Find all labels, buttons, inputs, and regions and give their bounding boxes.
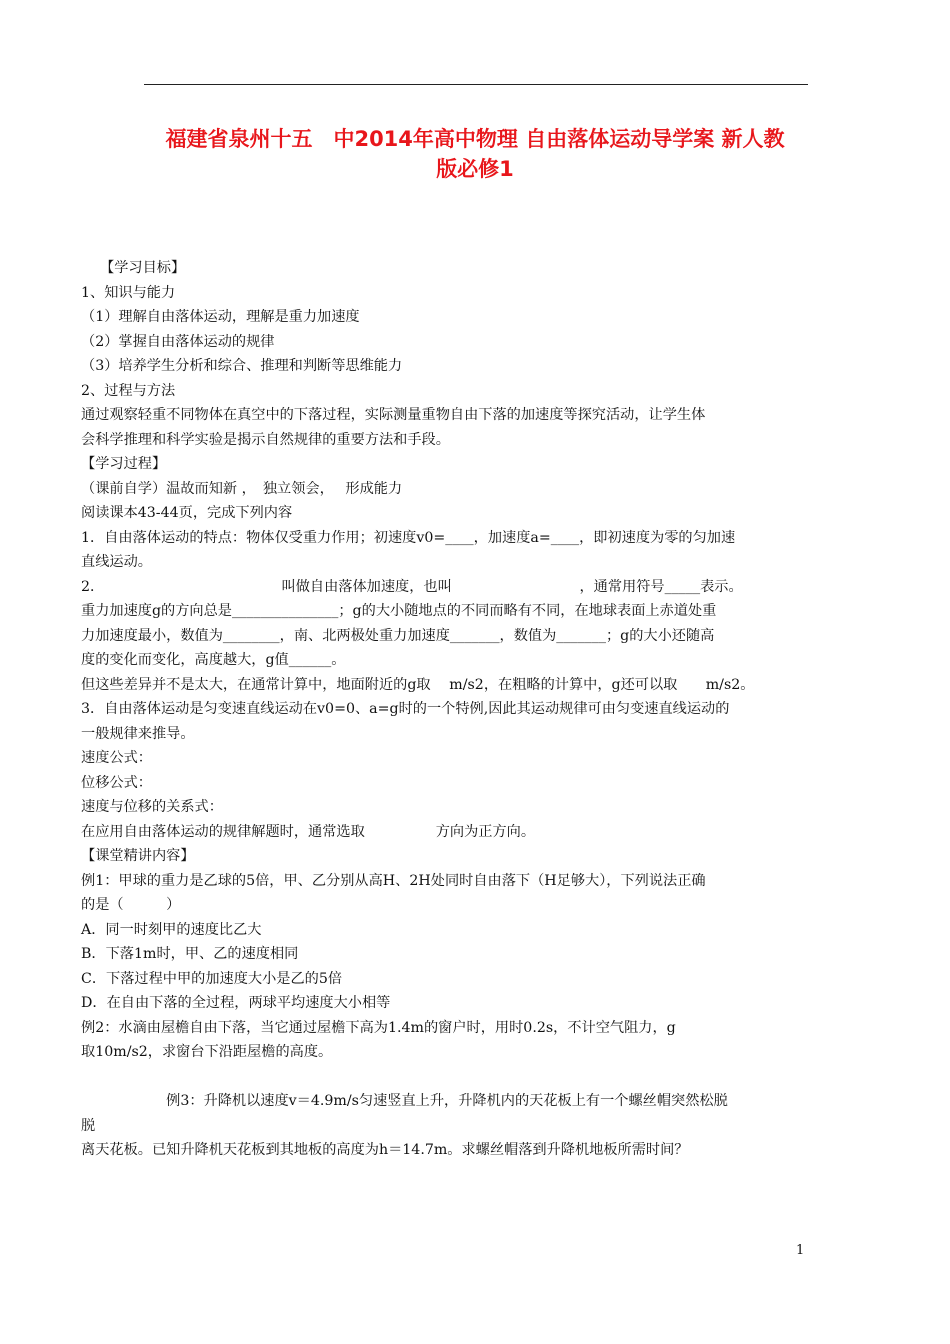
document-body bbox=[81, 256, 881, 1163]
text-line: （课前自学）温故而知新 ， 独立领会， 形成能力 bbox=[81, 480, 403, 497]
example-3-line: 离天花板。已知升降机天花板到其地板的高度为h＝14.7m。求螺丝帽落到升降机地板所需时间？ bbox=[81, 1142, 689, 1158]
question-line: 重力加速度g的方向总是_______________；g的大小随地点的不同而略有不同，在地球表面上赤道处重 bbox=[81, 603, 717, 619]
example-3-line: 脱 bbox=[81, 1117, 96, 1134]
example-3-line: 例3：升降机以速度v＝4.9m/s匀速竖直上升，升降机内的天花板上有一个螺丝帽突然松脱 bbox=[81, 1093, 728, 1109]
formula-label-velocity: 速度公式： bbox=[81, 750, 152, 766]
section-heading-process: 【学习过程】 bbox=[81, 456, 167, 472]
text-line: （1）理解自由落体运动，理解是重力加速度 bbox=[81, 309, 360, 325]
question-line: 一般规律来推导。 bbox=[81, 725, 195, 742]
page-number: 1 bbox=[796, 1243, 805, 1258]
question-line: 直线运动。 bbox=[81, 554, 152, 570]
header-rule bbox=[144, 84, 808, 85]
text-line: （2）掌握自由落体运动的规律 bbox=[81, 333, 275, 350]
doc-title-line2: 版必修1 bbox=[436, 157, 514, 181]
text-line: 通过观察轻重不同物体在真空中的下落过程，实际测量重物自由下落的加速度等探究活动，让学生体 bbox=[81, 407, 706, 423]
section-heading-objectives: 【学习目标】 bbox=[100, 260, 186, 276]
section-heading-lecture: 【课堂精讲内容】 bbox=[81, 848, 195, 864]
example-2-line: 取10m/s2，求窗台下沿距屋檐的高度。 bbox=[81, 1044, 333, 1060]
text-line: 1、知识与能力 bbox=[81, 284, 176, 301]
text-line: 会科学推理和科学实验是揭示自然规律的重要方法和手段。 bbox=[81, 431, 450, 448]
formula-label-relation: 速度与位移的关系式： bbox=[81, 799, 223, 815]
example-1-line: 例1：甲球的重力是乙球的5倍，甲、乙分别从高H、2H处同时自由落下（H足够大），下列说法正确 bbox=[81, 872, 706, 889]
option-a: A．同一时刻甲的速度比乙大 bbox=[81, 921, 262, 938]
question-line: 2． 叫做自由落体加速度，也叫 ，通常用符号_____表示。 bbox=[81, 578, 743, 595]
formula-label-displacement: 位移公式： bbox=[81, 774, 152, 791]
text-line: （3）培养学生分析和综合、推理和判断等思维能力 bbox=[81, 358, 403, 374]
example-1-line: 的是（ ） bbox=[81, 897, 181, 913]
doc-title-line1: 福建省泉州十五 中2014年高中物理 自由落体运动导学案 新人教 bbox=[165, 127, 785, 151]
option-b: B．下落1m时，甲、乙的速度相同 bbox=[81, 946, 299, 962]
text-line: 阅读课本43-44页，完成下列内容 bbox=[81, 505, 293, 521]
question-line: 力加速度最小，数值为________，南、北两极处重力加速度_______，数值为_______；g的大小还随高 bbox=[81, 627, 715, 644]
text-line: 2、过程与方法 bbox=[81, 382, 176, 399]
option-d: D．在自由下落的全过程，两球平均速度大小相等 bbox=[81, 995, 391, 1011]
example-2-line: 例2：水滴由屋檐自由下落，当它通过屋檐下高为1.4m的窗户时，用时0.2s，不计空气阻力，g bbox=[81, 1019, 676, 1036]
text-line: 在应用自由落体运动的规律解题时，通常选取 方向为正方向。 bbox=[81, 823, 536, 840]
question-line: 1．自由落体运动的特点：物体仅受重力作用；初速度v0=____，加速度a=____，即初速度为零的匀加速 bbox=[81, 529, 736, 546]
question-line: 度的变化而变化，高度越大，g值______。 bbox=[81, 652, 346, 668]
question-line: 3．自由落体运动是匀变速直线运动在v0=0、a=g时的一个特例,因此其运动规律可由匀变速直线运动的 bbox=[81, 701, 730, 717]
question-line: 但这些差异并不是太大，在通常计算中，地面附近的g取 m/s2，在粗略的计算中，g还可以取 m/s2。 bbox=[81, 676, 755, 693]
option-c: C．下落过程中甲的加速度大小是乙的5倍 bbox=[81, 970, 343, 987]
